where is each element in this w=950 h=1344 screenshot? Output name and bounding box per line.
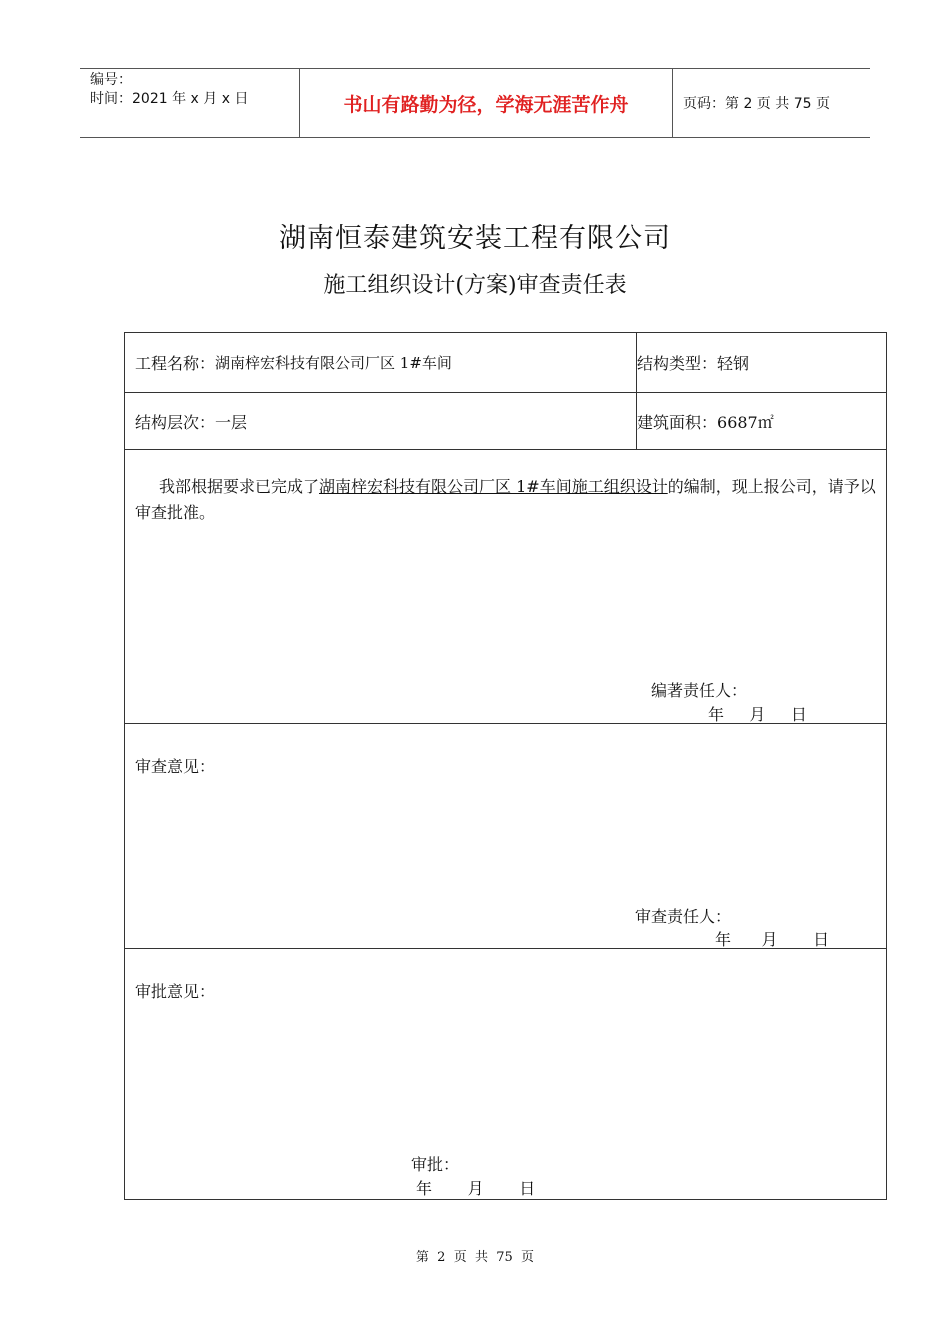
- form-title: 施工组织设计(方案)审查责任表: [323, 273, 627, 298]
- project-name-value: 湖南梓宏科技有限公司厂区 1#车间: [215, 354, 452, 372]
- building-area-label: 建筑面积：: [637, 412, 718, 432]
- project-name-label: 工程名称：: [135, 354, 216, 373]
- form-row-approval: [125, 949, 886, 1198]
- approval-date: 年 月 日: [416, 1179, 536, 1198]
- company-title: 湖南恒泰建筑安装工程有限公司: [279, 223, 671, 254]
- header-page-label: 页码：第 2 页 共 75 页: [683, 96, 830, 112]
- approval-opinion-label: 审批意见：: [135, 982, 216, 1001]
- structure-type-cell: 结构类型：轻钢: [637, 354, 750, 373]
- form-row-structure: [125, 393, 886, 450]
- review-form-table: [124, 332, 887, 1200]
- submission-text-after: 的编制，现上报公司，请予以审查批准。: [135, 477, 876, 522]
- number-label: 编号：: [90, 72, 132, 88]
- structure-levels-cell: 结构层次：一层: [125, 393, 637, 449]
- form-row-project: [125, 333, 886, 393]
- compiler-date: 年 月 日: [708, 705, 807, 724]
- reviewer-signer-label: 审查责任人：: [635, 907, 732, 926]
- page-footer: 第 2 页 共 75 页: [415, 1250, 535, 1265]
- project-name-cell: [125, 333, 637, 392]
- building-area-cell: [627, 393, 886, 449]
- building-area-value: 6687㎡: [717, 412, 774, 432]
- header-meta: [80, 69, 300, 137]
- form-row-submission: [125, 450, 886, 724]
- approver-signer-label: 审批：: [411, 1155, 460, 1174]
- submission-paragraph: [135, 474, 880, 526]
- page-header: [80, 68, 870, 138]
- time-label: 时间：2021 年 x 月 x 日: [90, 91, 249, 107]
- compiler-signer-label: 编著责任人：: [651, 681, 748, 700]
- form-row-review: [125, 724, 886, 949]
- submission-text-before: 我部根据要求已完成了: [159, 477, 320, 496]
- review-opinion-label: 审查意见：: [135, 757, 216, 776]
- review-date: 年 月 日: [715, 930, 830, 949]
- header-motto: 书山有路勤为径，学海无涯苦作舟: [300, 69, 673, 137]
- submission-project-underlined: 湖南梓宏科技有限公司厂区 1#车间施工组织设计: [319, 477, 668, 496]
